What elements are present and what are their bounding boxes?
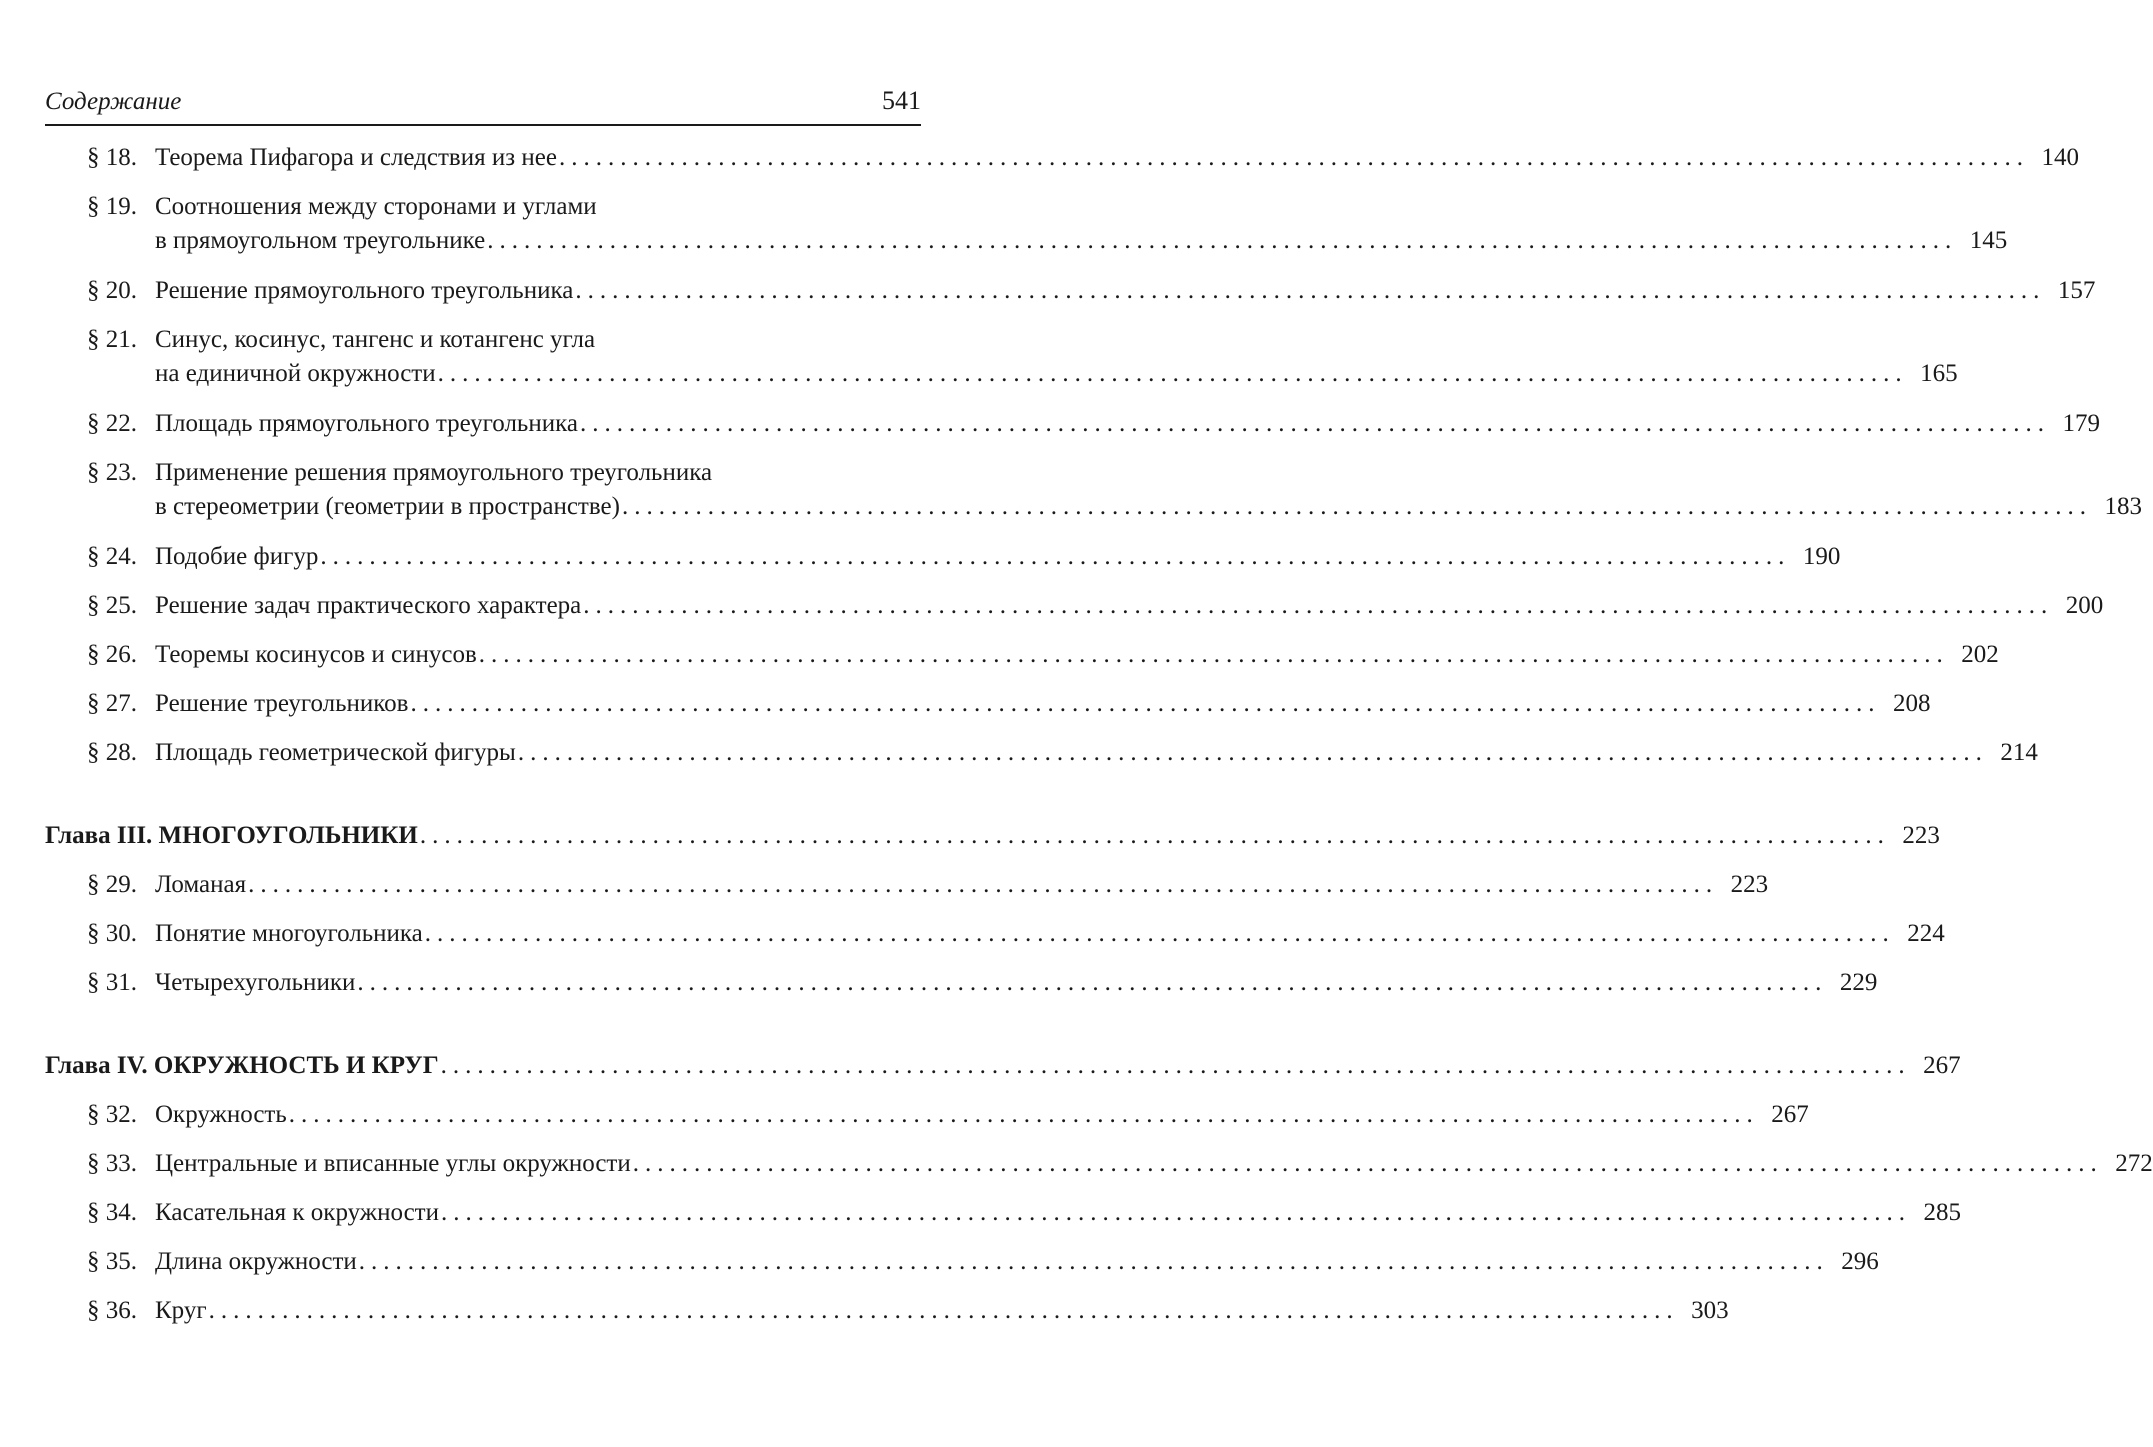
leader-dots: ........................................................................................................................ xyxy=(357,969,1828,996)
toc-entry-29[interactable] xyxy=(87,868,1769,902)
leader-dots: ........................................................................................................................ xyxy=(558,144,2029,171)
toc-entry-34[interactable] xyxy=(87,1196,1961,1230)
header-rule xyxy=(45,124,921,126)
leader-dots: ........................................................................................................................ xyxy=(487,227,1958,254)
toc-entry-33[interactable] xyxy=(87,1147,2153,1181)
toc-entry-35[interactable] xyxy=(87,1245,1879,1279)
section-number: § 21. xyxy=(87,326,137,353)
leader-dots: ........................................................................................................................ xyxy=(288,1101,1759,1128)
section-page: 202 xyxy=(1961,641,1999,668)
toc-entry-25[interactable] xyxy=(87,589,2104,623)
section-title: Окружность xyxy=(155,1101,287,1128)
section-number: § 31. xyxy=(87,969,137,996)
section-page: 214 xyxy=(2000,739,2038,766)
leader-dots: ........................................................................................................................ xyxy=(320,543,1791,570)
leader-dots: ........................................................................................................................ xyxy=(621,493,2092,520)
section-title: Ломаная xyxy=(155,871,247,898)
page-number: 541 xyxy=(882,86,921,115)
section-page: 190 xyxy=(1802,543,1841,570)
toc-entry-21[interactable] xyxy=(87,323,1958,391)
section-page: 272 xyxy=(2115,1150,2153,1177)
section-page: 140 xyxy=(2041,144,2079,171)
section-page: 224 xyxy=(1907,920,1945,947)
leader-dots: ........................................................................................................................ xyxy=(440,1052,1911,1079)
leader-dots: ........................................................................................................................ xyxy=(410,690,1881,717)
leader-dots: ........................................................................................................................ xyxy=(419,822,1890,849)
section-title: Решение задач практического характера xyxy=(155,592,582,619)
section-title: Синус, косинус, тангенс и котангенс угла xyxy=(155,326,596,353)
section-title: Четырехугольники xyxy=(155,969,356,996)
section-title-cont: на единичной окружности xyxy=(155,360,436,387)
section-page: 267 xyxy=(1771,1101,1809,1128)
section-page: 157 xyxy=(2057,277,2096,304)
leader-dots: ........................................................................................................................ xyxy=(575,277,2046,304)
section-page: 296 xyxy=(1841,1248,1879,1275)
section-title-cont: в прямоугольном треугольнике xyxy=(155,227,486,254)
toc-chapter-4[interactable] xyxy=(45,1049,1961,1083)
toc-entry-27[interactable] xyxy=(87,687,1931,721)
section-page: 223 xyxy=(1730,871,1769,898)
section-page: 208 xyxy=(1892,690,1931,717)
section-title: Площадь прямоугольного треугольника xyxy=(155,410,578,437)
section-page: 303 xyxy=(1691,1297,1729,1324)
toc-entry-31[interactable] xyxy=(87,966,1878,1000)
section-title: Понятие многоугольника xyxy=(155,920,423,947)
section-page: 200 xyxy=(2065,592,2104,619)
section-number: § 22. xyxy=(87,410,137,437)
toc-entry-28[interactable] xyxy=(87,736,2038,770)
section-title: Решение треугольников xyxy=(155,690,409,717)
section-title: Длина окружности xyxy=(155,1248,357,1275)
toc-entry-22[interactable] xyxy=(87,407,2100,441)
leader-dots: ........................................................................................................................ xyxy=(583,592,2054,619)
leader-dots: ........................................................................................................................ xyxy=(437,360,1908,387)
leader-dots: ........................................................................................................................ xyxy=(579,410,2050,437)
leader-dots: ........................................................................................................................ xyxy=(478,641,1949,668)
section-page: 285 xyxy=(1923,1199,1961,1226)
section-title: Круг xyxy=(155,1297,207,1324)
toc-entry-26[interactable] xyxy=(87,638,1999,672)
section-page: 183 xyxy=(2104,493,2142,520)
section-number: § 28. xyxy=(87,739,137,766)
section-title: Подобие фигур xyxy=(155,543,319,570)
section-page: 165 xyxy=(1920,360,1958,387)
toc-chapter-3[interactable] xyxy=(45,819,1940,853)
section-title: Применение решения прямоугольного треугольника xyxy=(155,459,713,486)
toc-entry-24[interactable] xyxy=(87,540,1841,574)
section-number: § 20. xyxy=(87,277,137,304)
section-number: § 23. xyxy=(87,459,137,486)
chapter-title: Глава IV. ОКРУЖНОСТЬ И КРУГ xyxy=(45,1052,439,1079)
leader-dots: ........................................................................................................................ xyxy=(517,739,1988,766)
section-title: Решение прямоугольного треугольника xyxy=(155,277,574,304)
toc-entry-19[interactable] xyxy=(87,190,2008,258)
section-number: § 26. xyxy=(87,641,137,668)
section-title: Теоремы косинусов и синусов xyxy=(155,641,477,668)
leader-dots: ........................................................................................................................ xyxy=(208,1297,1679,1324)
leader-dots: ........................................................................................................................ xyxy=(358,1248,1829,1275)
section-number: § 34. xyxy=(87,1199,137,1226)
chapter-page: 223 xyxy=(1902,822,1940,849)
toc-entry-30[interactable] xyxy=(87,917,1945,951)
section-number: § 25. xyxy=(87,592,137,619)
toc-entry-32[interactable] xyxy=(87,1098,1809,1132)
section-number: § 32. xyxy=(87,1101,137,1128)
leader-dots: ........................................................................................................................ xyxy=(424,920,1895,947)
section-number: § 18. xyxy=(87,144,137,171)
page-header xyxy=(45,80,921,124)
leader-dots: ........................................................................................................................ xyxy=(248,871,1719,898)
section-number: § 30. xyxy=(87,920,137,947)
chapter-page: 267 xyxy=(1923,1052,1961,1079)
section-number: § 35. xyxy=(87,1248,137,1275)
section-title: Соотношения между сторонами и углами xyxy=(155,193,597,220)
toc-entry-36[interactable] xyxy=(87,1294,1729,1328)
section-title: Касательная к окружности xyxy=(155,1199,439,1226)
section-number: § 19. xyxy=(87,193,137,220)
running-title: Содержание xyxy=(45,88,182,115)
section-number: § 29. xyxy=(87,871,137,898)
toc-entry-18[interactable] xyxy=(87,141,2079,175)
toc-entry-20[interactable] xyxy=(87,274,2096,308)
section-title: Площадь геометрической фигуры xyxy=(155,739,516,766)
section-number: § 27. xyxy=(87,690,137,717)
section-page: 145 xyxy=(1969,227,2008,254)
section-title-cont: в стереометрии (геометрии в пространстве) xyxy=(155,493,620,520)
chapter-title: Глава III. МНОГОУГОЛЬНИКИ xyxy=(45,822,418,849)
section-title: Теорема Пифагора и следствия из нее xyxy=(155,144,557,171)
leader-dots: ........................................................................................................................ xyxy=(440,1199,1911,1226)
section-page: 179 xyxy=(2062,410,2100,437)
toc-entry-23[interactable] xyxy=(87,456,2142,524)
section-page: 229 xyxy=(1839,969,1878,996)
section-title: Центральные и вписанные углы окружности xyxy=(155,1150,631,1177)
section-number: § 36. xyxy=(87,1297,137,1324)
section-number: § 33. xyxy=(87,1150,137,1177)
section-number: § 24. xyxy=(87,543,137,570)
leader-dots: ........................................................................................................................ xyxy=(632,1150,2103,1177)
